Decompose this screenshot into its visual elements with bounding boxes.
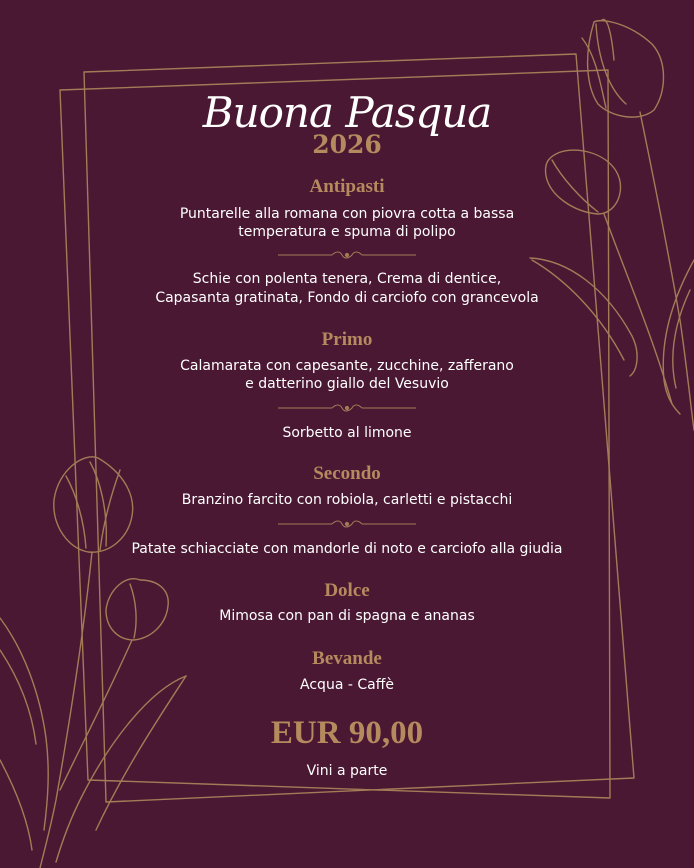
section-heading-primo: Primo [321, 329, 373, 350]
secondo-item-1: Branzino farcito con robiola, carletti e pistacchi [181, 492, 513, 508]
antipasti-item-1-line-2: temperatura e spuma di polipo [238, 224, 456, 240]
bevande-item-1: Acqua - Caffè [300, 677, 394, 693]
wine-note: Vini a parte [306, 763, 388, 779]
antipasti-item-1-line-1: Puntarelle alla romana con piovra cotta a bassa [179, 206, 515, 222]
ornamental-divider-icon [276, 249, 418, 261]
ornamental-divider-icon [276, 518, 418, 530]
section-heading-bevande: Bevande [312, 648, 382, 669]
antipasti-item-2-line-1: Schie con polenta tenera, Crema di dentice, [192, 271, 502, 287]
dolce-item-1: Mimosa con pan di spagna e ananas [219, 608, 475, 624]
section-heading-secondo: Secondo [313, 463, 381, 484]
primo-item-1-line-2: e datterino giallo del Vesuvio [245, 376, 449, 392]
menu-title: Buona Pasqua [202, 88, 492, 137]
menu-price: EUR 90,00 [270, 715, 424, 751]
menu-year: 2026 [312, 130, 382, 159]
primo-item-2: Sorbetto al limone [282, 425, 412, 441]
primo-item-1-line-1: Calamarata con capesante, zucchine, zafferano [180, 358, 514, 374]
antipasti-item-2-line-2: Capasanta gratinata, Fondo di carciofo con grancevola [155, 290, 539, 306]
secondo-item-2: Patate schiacciate con mandorle di noto e carciofo alla giudia [131, 541, 563, 557]
ornamental-divider-icon [276, 402, 418, 414]
section-heading-dolce: Dolce [324, 580, 370, 601]
section-heading-antipasti: Antipasti [309, 176, 385, 197]
